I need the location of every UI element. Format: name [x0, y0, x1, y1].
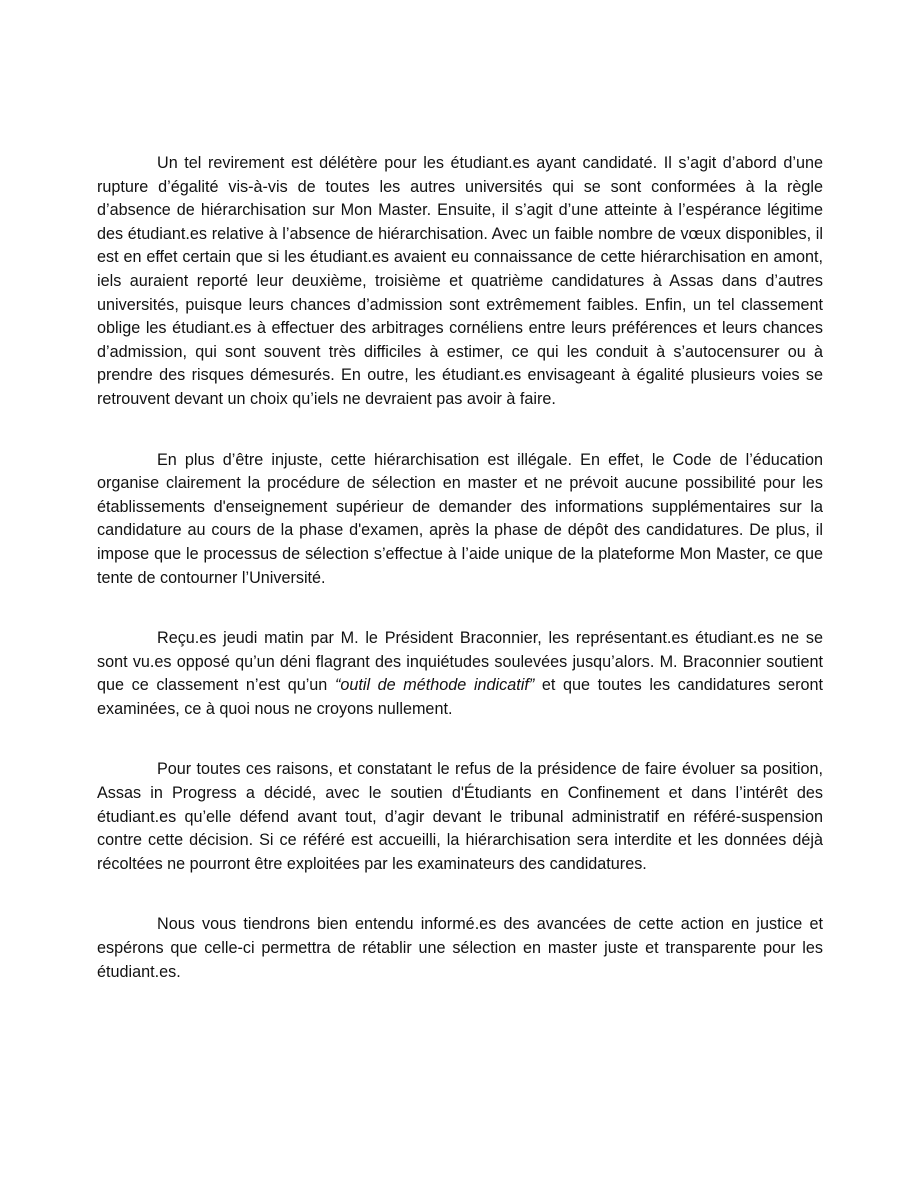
- paragraph-legal-action: Pour toutes ces raisons, et constatant le refus de la présidence de faire évoluer sa position, Assas in Progress a décidé, avec le soutien d'Étudiants en Confinement et dans l’intérêt des étudiant.es qu’elle défend avant tout, d’agir devant le tribunal administratif en référé-suspension contre cette décision. Si ce référé est accueilli, la hiérarchisation sera interdite et les données déjà récoltées ne pourront être exploitées par les examinateurs des candidatures.: [97, 760, 823, 873]
- paragraph-meeting: [97, 627, 823, 721]
- meeting-text-after: et que toutes les candidatures seront examinées, ce à quoi nous ne croyons nullement.: [97, 676, 823, 718]
- meeting-quote: “outil de méthode indicatif”: [334, 676, 535, 695]
- paragraph-impact: Un tel revirement est délétère pour les étudiant.es ayant candidaté. Il s’agit d’abord d’une rupture d’égalité vis-à-vis de toutes les autres universités qui se sont conformées à la règle d’absence de hiérarchisation sur Mon Master. Ensuite, il s’agit d’une atteinte à l’espérance légitime des étudiant.es relative à l’absence de hiérarchisation. Avec un faible nombre de vœux disponibles, il est en effet certain que si les étudiant.es avaient eu connaissance de cette hiérarchisation en amont, iels auraient reporté leur deuxième, troisième et quatrième candidatures à Assas dans d’autres universités, puisque leurs chances d’admission sont extrêmement faibles. Enfin, un tel classement oblige les étudiant.es à effectuer des arbitrages cornéliens entre leurs préférences et leurs chances d’admission, qui sont souvent très difficiles à estimer, ce qui les conduit à s’autocensurer ou à prendre des risques démesurés. En outre, les étudiant.es envisageant à égalité plusieurs voies se retrouvent devant un choix qu’iels ne devraient pas avoir à faire.: [97, 154, 823, 408]
- document-body: [97, 152, 823, 984]
- paragraph-closing: Nous vous tiendrons bien entendu informé.es des avancées de cette action en justice et espérons que celle-ci permettra de rétablir une sélection en master juste et transparente pour les étudiant.es.: [97, 915, 823, 981]
- meeting-text-before: Reçu.es jeudi matin par M. le Président Braconnier, les représentant.es étudiant.es ne se sont vu.es opposé qu’un déni flagrant des inquiétudes soulevées jusqu’alors. M. Braconnier soutient que ce classement n’est qu’un: [97, 629, 823, 695]
- paragraph-illegality: En plus d’être injuste, cette hiérarchisation est illégale. En effet, le Code de l’éducation organise clairement la procédure de sélection en master et ne prévoit aucune possibilité pour les établissements d'enseignement supérieur de demander des informations supplémentaires sur la candidature au cours de la phase d'examen, après la phase de dépôt des candidatures. De plus, il impose que le processus de sélection s’effectue à l’aide unique de la plateforme Mon Master, ce que tente de contourner l’Université.: [97, 450, 823, 587]
